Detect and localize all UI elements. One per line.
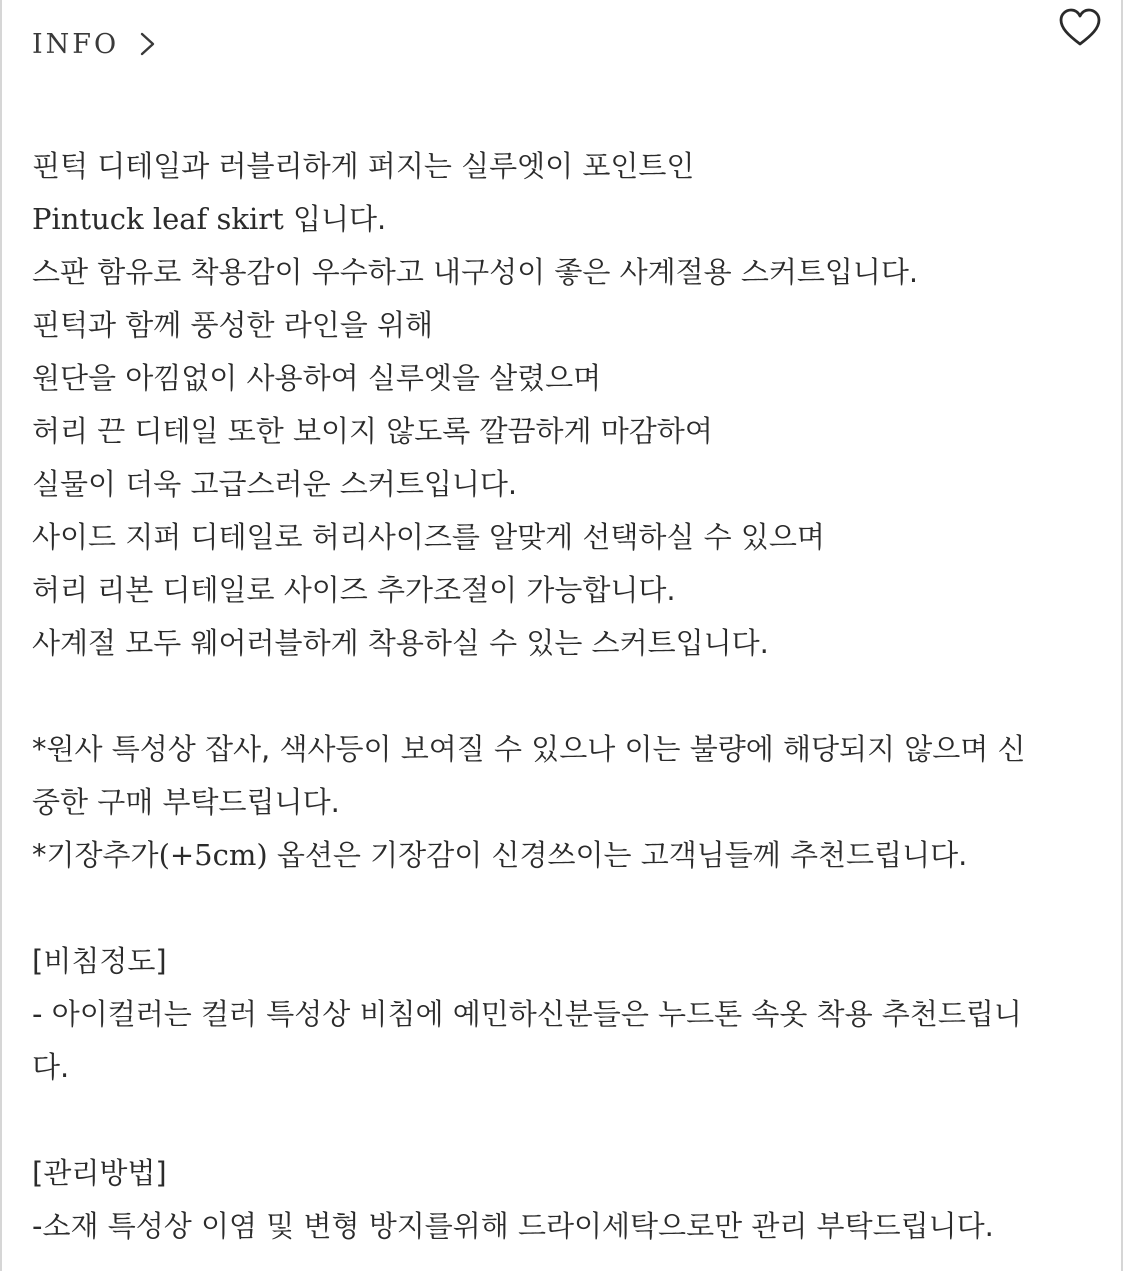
note-line: *원사 특성상 잡사, 색사등이 보여질 수 있으나 이는 불량에 해당되지 않으며 신 bbox=[32, 732, 1026, 766]
product-name: Pintuck leaf skirt bbox=[32, 202, 284, 236]
description-line: 허리 리본 디테일로 사이즈 추가조절이 가능합니다. bbox=[32, 573, 676, 607]
description-line: 실물이 더욱 고급스러운 스커트입니다. bbox=[32, 467, 518, 501]
spacer bbox=[32, 670, 1102, 723]
chevron-right-icon bbox=[139, 31, 157, 57]
spacer bbox=[32, 1094, 1102, 1147]
description-text: 입니다. bbox=[283, 202, 387, 236]
info-link[interactable] bbox=[32, 22, 157, 66]
note-text: *기장추가 bbox=[32, 838, 159, 872]
description-line bbox=[32, 193, 1102, 246]
note-line: 중한 구매 부탁드립니다. bbox=[32, 785, 340, 819]
description-line: 허리 끈 디테일 또한 보이지 않도록 깔끔하게 마감하여 bbox=[32, 414, 713, 448]
description-line: 핀턱과 함께 풍성한 라인을 위해 bbox=[32, 308, 434, 342]
care-line: -소재 특성상 이염 및 변형 방지를위해 드라이세탁으로만 관리 부탁드립니다. bbox=[32, 1209, 994, 1243]
product-description bbox=[32, 140, 1102, 1253]
care-section-title: [관리방법] bbox=[32, 1156, 167, 1190]
info-title: INFO bbox=[32, 28, 120, 60]
note-length-value: (+5cm) bbox=[158, 838, 268, 872]
sheer-line: 다. bbox=[32, 1050, 70, 1084]
description-line: 사이드 지퍼 디테일로 허리사이즈를 알맞게 선택하실 수 있으며 bbox=[32, 520, 825, 554]
description-line: 핀턱 디테일과 러블리하게 퍼지는 실루엣이 포인트인 bbox=[32, 149, 695, 183]
sheer-line: - 아이컬러는 컬러 특성상 비침에 예민하신분들은 누드톤 속옷 착용 추천드립니 bbox=[32, 997, 1022, 1031]
heart-icon[interactable] bbox=[1058, 8, 1102, 48]
note-line bbox=[32, 829, 1102, 882]
description-line: 원단을 아낌없이 사용하여 실루엣을 살렸으며 bbox=[32, 361, 602, 395]
description-line: 스판 함유로 착용감이 우수하고 내구성이 좋은 사계절용 스커트입니다. bbox=[32, 255, 919, 289]
sheer-section-title: [비침정도] bbox=[32, 944, 167, 978]
note-text: 옵션은 기장감이 신경쓰이는 고객님들께 추천드립니다. bbox=[267, 838, 968, 872]
spacer bbox=[32, 882, 1102, 935]
description-line: 사계절 모두 웨어러블하게 착용하실 수 있는 스커트입니다. bbox=[32, 626, 769, 660]
